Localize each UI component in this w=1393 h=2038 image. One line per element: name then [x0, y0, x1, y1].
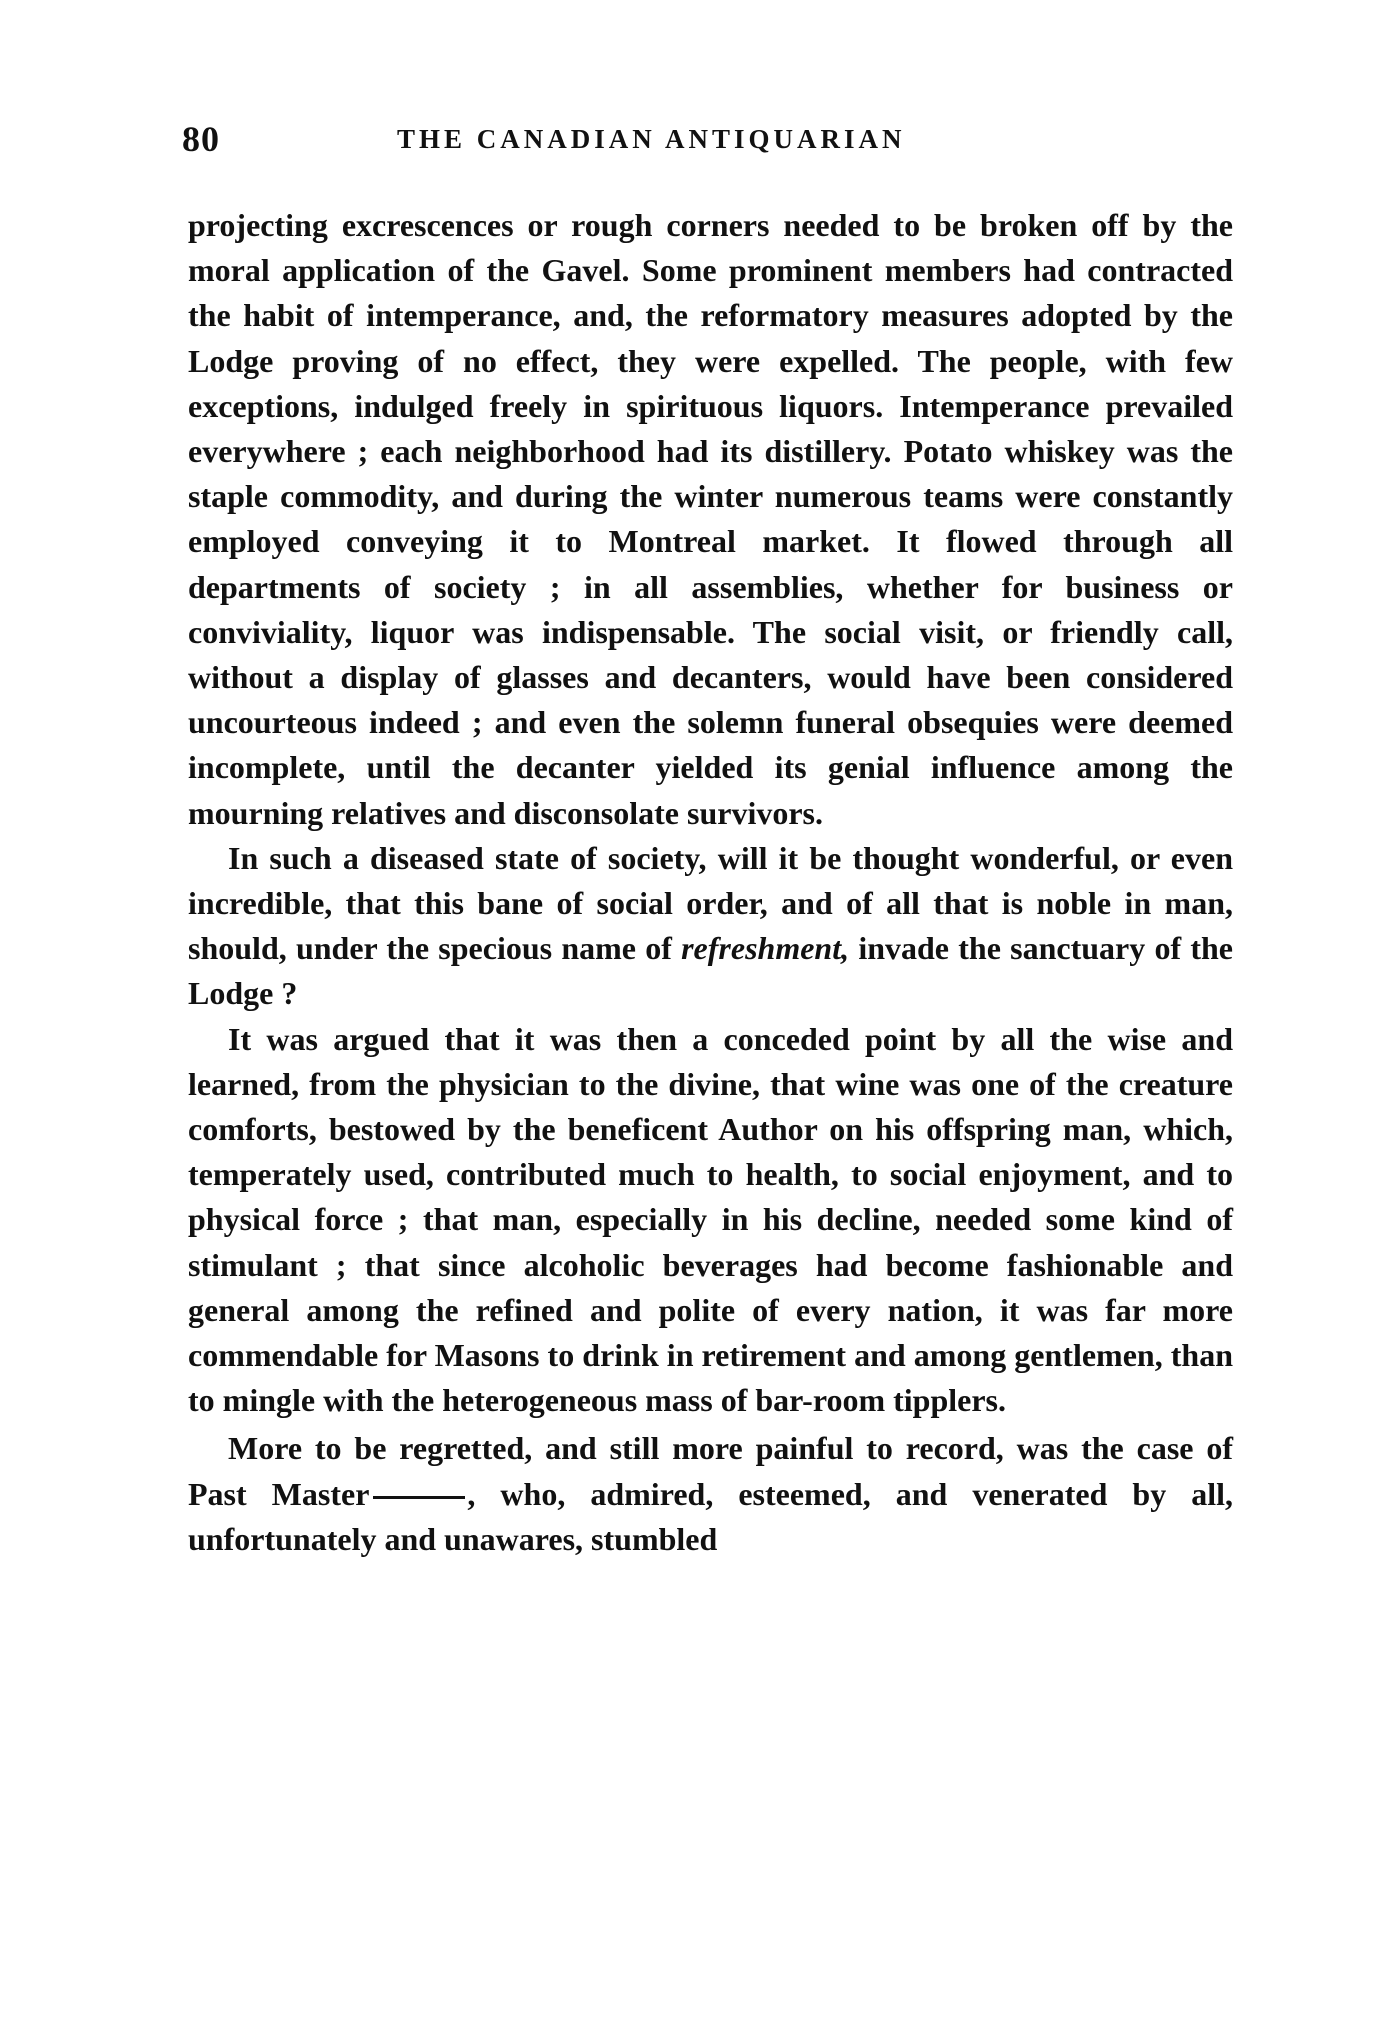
paragraph-diseased-society-text: In such a diseased state of society, will it be thought wonderful, or even incredible, that this bane of social order, and of all that is noble in man, should, under the specious name of [188, 839, 1233, 967]
journal-title: THE CANADIAN ANTIQUARIAN [397, 124, 906, 154]
italic-refreshment: refreshment, [681, 930, 850, 967]
paragraph-diseased-society [188, 836, 1233, 1017]
paragraph-intemperance: projecting excrescences or rough corners needed to be broken off by the moral application of the Gavel. Some prominent members had contracted the habit of intemperance, and, the reformatory measures adopted by the Lodge proving of no effect, they were expelled. The people, with few exceptions, indulged freely in spirituous liquors. Intemperance prevailed everywhere ; each neighborhood had its distillery. Potato whiskey was the staple commodity, and during the winter numerous teams were constantly employed conveying it to Montreal market. It flowed through all departments of society ; in all assemblies, whether for business or conviviality, liquor was indispensable. The social visit, or friendly call, without a display of glasses and decanters, would have been considered uncourteous indeed ; and even the solemn funeral obsequies were deemed incomplete, until the decanter yielded its genial influence among the mourning relatives and disconsolate survivors. [188, 207, 1233, 831]
body-text [188, 203, 1233, 1562]
paragraph-diseased-society-end: invade the sanctuary of the Lodge ? [188, 930, 1234, 1012]
paragraph-past-master-end: , who, admired, esteemed, and venerated by all, unfortunately and unawares, stumbled [188, 1475, 1234, 1557]
paragraph-past-master-text: More to be regretted, and still more painful to record, was the case of Past Master [188, 1430, 1233, 1512]
page-number: 80 [182, 119, 220, 159]
paragraph-argument: It was argued that it was then a conceded point by all the wise and learned, from the physician to the divine, that wine was one of the creature comforts, bestowed by the beneficent Author on his offspring man, which, temperately used, contributed much to health, to social enjoyment, and to physical force ; that man, especially in his decline, needed some kind of stimulant ; that since alcoholic beverages had become fashionable and general among the refined and polite of every nation, it was far more commendable for Masons to drink in retirement and among gentlemen, than to mingle with the heterogeneous mass of bar-room tipplers. [188, 1020, 1233, 1419]
running-head [182, 118, 1252, 174]
name-omitted-dash [373, 1496, 465, 1499]
paragraph-past-master [188, 1426, 1233, 1562]
